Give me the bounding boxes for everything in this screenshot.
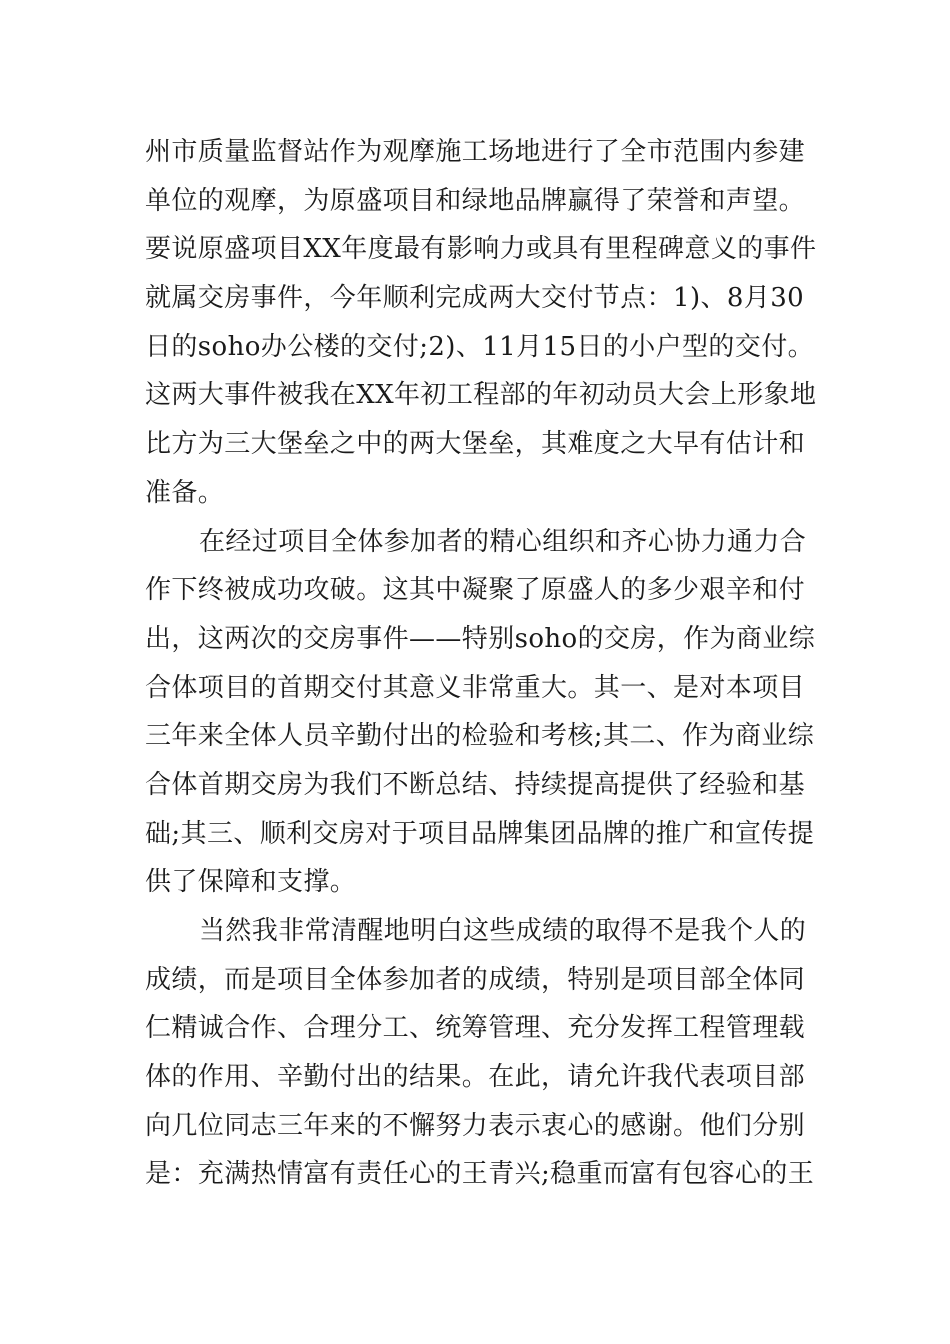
text-line: 成绩，而是项目全体参加者的成绩，特别是项目部全体同 <box>145 964 806 995</box>
text-line: 仁精诚合作、合理分工、统筹管理、充分发挥工程管理载 <box>145 1013 806 1044</box>
text-line: 准备。 <box>145 477 225 508</box>
text-line: 合体项目的首期交付其意义非常重大。其一、是对本项目 <box>145 672 806 703</box>
text-line: 三年来全体人员辛勤付出的检验和考核;其二、作为商业综 <box>145 721 815 752</box>
text-line: 出，这两次的交房事件——特别soho的交房，作为商业综 <box>145 623 816 654</box>
text-line: 单位的观摩，为原盛项目和绿地品牌赢得了荣誉和声望。 <box>145 185 806 216</box>
text-line: 体的作用、辛勤付出的结果。在此，请允许我代表项目部 <box>145 1062 806 1093</box>
text-line: 就属交房事件，今年顺利完成两大交付节点：1)、8月30 <box>145 283 805 314</box>
paragraph-1 <box>145 128 817 518</box>
text-line: 州市质量监督站作为观摩施工场地进行了全市范围内参建 <box>145 137 806 167</box>
text-line: 作下终被成功攻破。这其中凝聚了原盛人的多少艰辛和付 <box>145 575 806 606</box>
paragraph-2 <box>145 518 816 908</box>
text-line: 向几位同志三年来的不懈努力表示衷心的感谢。他们分别 <box>145 1110 806 1141</box>
paragraph-3 <box>145 907 815 1199</box>
document-body <box>145 128 817 1199</box>
text-line: 供了保障和支撑。 <box>145 867 357 898</box>
text-line: 合体首期交房为我们不断总结、持续提高提供了经验和基 <box>145 769 806 800</box>
text-line: 要说原盛项目XX年度最有影响力或具有里程碑意义的事件 <box>145 234 817 265</box>
text-line: 是：充满热情富有责任心的王青兴;稳重而富有包容心的王 <box>145 1159 815 1190</box>
text-line: 日的soho办公楼的交付;2)、11月15日的小户型的交付。 <box>145 331 815 362</box>
text-line: 比方为三大堡垒之中的两大堡垒，其难度之大早有估计和 <box>145 429 806 460</box>
text-line: 这两大事件被我在XX年初工程部的年初动员大会上形象地 <box>145 380 817 411</box>
text-line: 当然我非常清醒地明白这些成绩的取得不是我个人的 <box>199 916 807 946</box>
text-line: 在经过项目全体参加者的精心组织和齐心协力通力合 <box>199 526 807 557</box>
text-line: 础;其三、顺利交房对于项目品牌集团品牌的推广和宣传提 <box>145 818 815 849</box>
